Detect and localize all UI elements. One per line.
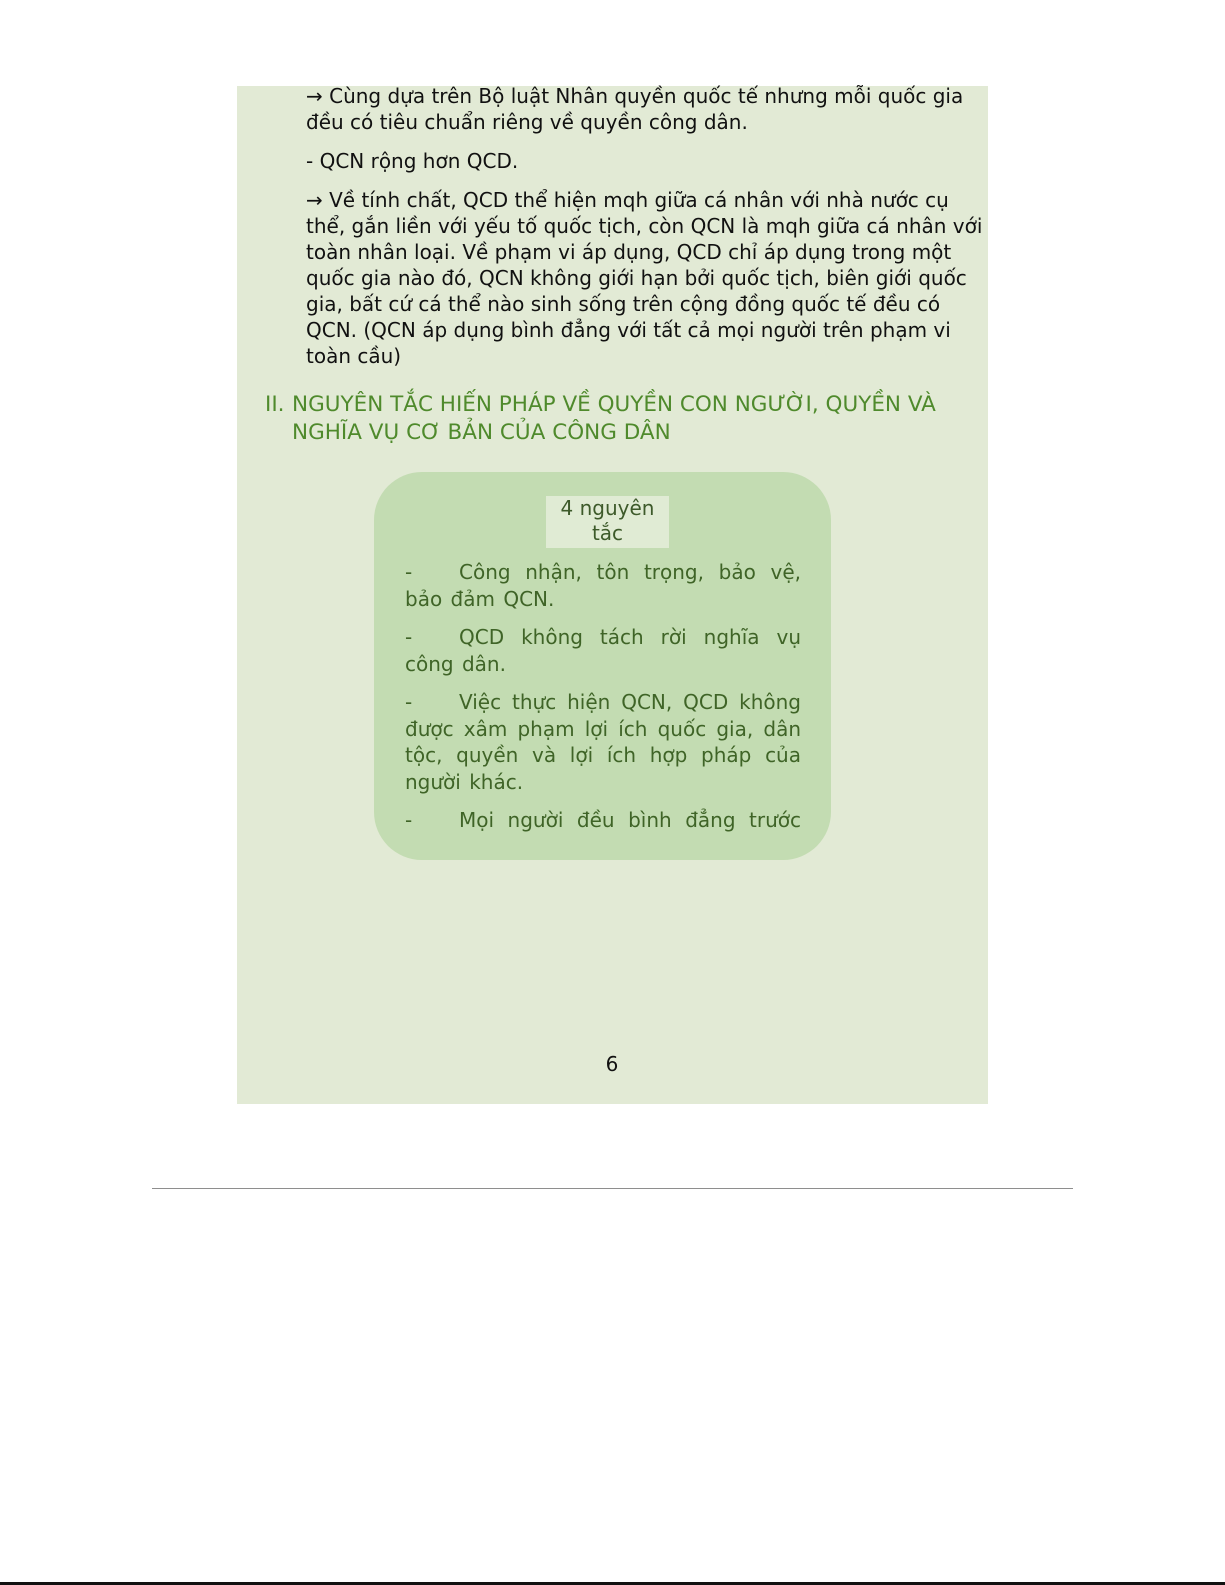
section-heading-text: NGUYÊN TẮC HIẾN PHÁP VỀ QUYỀN CON NGƯỜI, QUYỀN VÀ NGHĨA VỤ CƠ BẢN CỦA CÔNG DÂN: [292, 392, 936, 445]
principles-box-title: 4 nguyên tắc: [546, 496, 669, 548]
page-number: 6: [605, 1052, 619, 1076]
principle-item: [405, 559, 801, 612]
principle-text: Công nhận, tôn trọng, bảo vệ, bảo đảm QCN.: [405, 560, 801, 611]
principle-text: Mọi người đều bình đẳng trước: [459, 808, 801, 832]
principle-item: [405, 689, 801, 795]
principle-item: [405, 624, 801, 677]
principle-dash: -: [405, 808, 413, 832]
page-separator: [152, 1188, 1073, 1189]
principle-dash: -: [405, 625, 413, 649]
paragraph-nature-scope: → Về tính chất, QCD thể hiện mqh giữa cá nhân với nhà nước cụ thể, gắn liền với yếu tố quốc tịch, còn QCN là mqh giữa cá nhân với toàn nhân loại. Về phạm vi áp dụng, QCD chỉ áp dụng trong một quốc gia nào đó, QCN không giới hạn bởi quốc tịch, biên giới quốc gia, bất cứ cá thể nào sinh sống trên cộng đồng quốc tế đều có QCN. (QCN áp dụng bình đẳng với tất cả mọi người trên phạm vi toàn cầu): [306, 188, 983, 368]
principle-dash: -: [405, 690, 413, 714]
section-heading: [265, 391, 985, 447]
principle-text: Việc thực hiện QCN, QCD không được xâm phạm lợi ích quốc gia, dân tộc, quyền và lợi ích hợp pháp của người khác.: [405, 690, 801, 794]
principle-item: [405, 807, 801, 834]
section-heading-number: II.: [265, 392, 285, 417]
principle-dash: -: [405, 560, 413, 584]
principle-text: QCD không tách rời nghĩa vụ công dân.: [405, 625, 801, 676]
paragraph-qcn-broader: - QCN rộng hơn QCD.: [306, 149, 519, 173]
paragraph-same-basis: → Cùng dựa trên Bộ luật Nhân quyền quốc tế nhưng mỗi quốc gia đều có tiêu chuẩn riêng về quyền công dân.: [306, 84, 964, 134]
